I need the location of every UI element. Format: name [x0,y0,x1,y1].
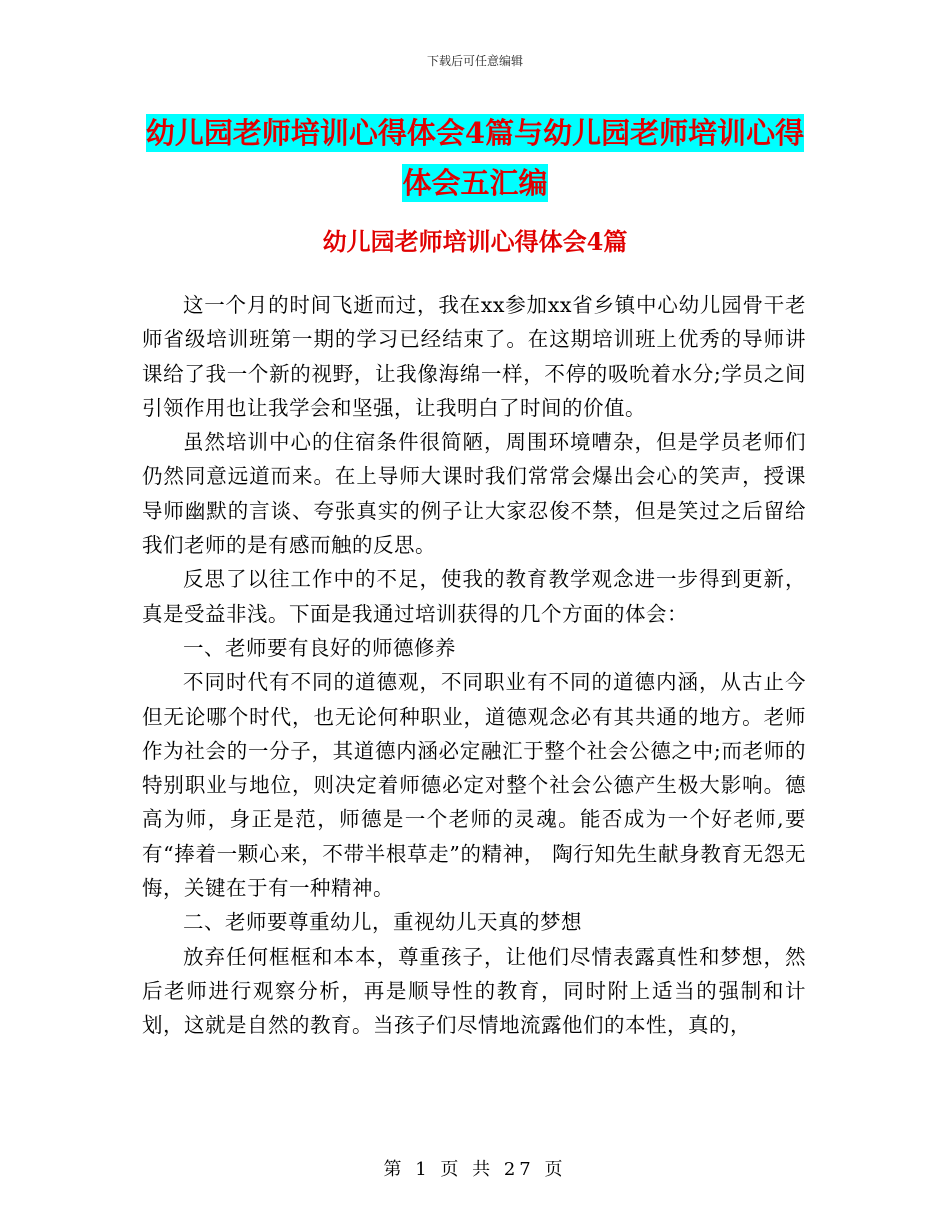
title-line-1: 幼儿园老师培训心得体会4篇与幼儿园老师培训心得 [145,116,805,150]
page-footer: 第 1 页 共 27 页 [383,1159,567,1180]
document-title [0,108,950,208]
section-title: 幼儿园老师培训心得体会4篇 [322,227,628,256]
paragraph: 不同时代有不同的道德观，不同职业有不同的道德内涵，从古止今但无论哪个时代，也无论何种职业，道德观念必有其共通的地方。老师作为社会的一分子，其道德内涵必定融汇于整个社会公德之中;而老师的特别职业与地位，则决定着师德必定对整个社会公德产生极大影响。德高为师，身正是范，师德是一个老师的灵魂。能否成为一个好老师,要有“捧着一颗心来，不带半根草走”的精神， 陶行知先生献身教育无怨无悔，关键在于有一种精神。 [142,670,806,901]
title-line-2: 体会五汇编 [402,166,548,200]
paragraph: 放弃任何框框和本本，尊重孩子，让他们尽情表露真性和梦想，然后老师进行观察分析，再是顺导性的教育，同时附上适当的强制和计划，这就是自然的教育。当孩子们尽情地流露他们的本性，真的， [142,944,806,1038]
subheading: 二、老师要尊重幼儿，重视幼儿天真的梦想 [183,910,582,935]
paragraph: 反思了以往工作中的不足，使我的教育教学观念进一步得到更新，真是受益非浅。下面是我通过培训获得的几个方面的体会： [142,567,806,626]
body-text [142,288,806,1043]
paragraph: 这一个月的时间飞逝而过，我在xx参加xx省乡镇中心幼儿园骨干老师省级培训班第一期的学习已经结束了。在这期培训班上优秀的导师讲课给了我一个新的视野，让我像海绵一样，不停的吸吮着水分;学员之间引领作用也让我学会和坚强，让我明白了时间的价值。 [142,293,806,420]
subheading: 一、老师要有良好的师德修养 [183,635,456,660]
header-note: 下载后可任意编辑 [426,54,523,68]
paragraph: 虽然培训中心的住宿条件很简陋，周围环境嘈杂，但是学员老师们仍然同意远道而来。在上导师大课时我们常常会爆出会心的笑声，授课导师幽默的言谈、夸张真实的例子让大家忍俊不禁，但是笑过之后留给我们老师的是有感而触的反思。 [142,430,806,558]
